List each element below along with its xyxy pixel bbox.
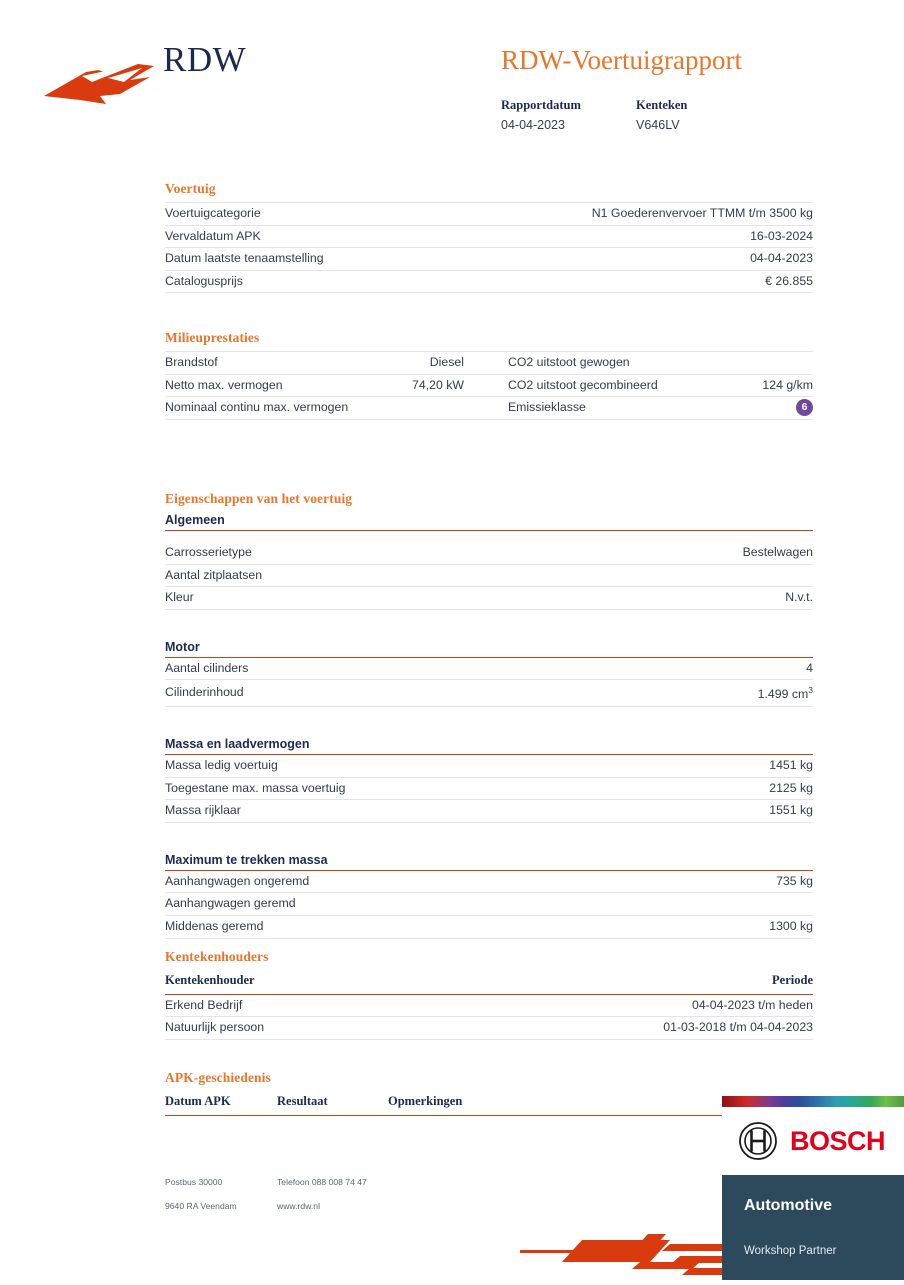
row-label: Aantal zitplaatsen [165, 564, 541, 587]
table-row [165, 374, 813, 397]
row-label-left: Netto max. vermogen [165, 374, 348, 397]
row-value: N.v.t. [541, 587, 813, 610]
row-value: 04-04-2023 [436, 248, 813, 271]
footer-telephone: Telefoon 088 008 74 47 [277, 1177, 367, 1187]
row-label-right: Emissieklasse [472, 397, 699, 420]
section-voertuig-title: Voertuig [165, 181, 216, 196]
row-label: Massa ledig voertuig [165, 755, 687, 777]
section-apk-geschiedenis [165, 1070, 813, 1116]
row-value: 1451 kg [687, 755, 813, 777]
row-value [555, 680, 813, 707]
row-label: Massa rijklaar [165, 800, 687, 823]
meta-rapportdatum [501, 98, 636, 132]
voertuig-table [165, 202, 813, 293]
table-row [165, 270, 813, 293]
row-label: Cilinderinhoud [165, 680, 555, 707]
column-header-holder: Kentekenhouder [165, 970, 423, 994]
row-period: 04-04-2023 t/m heden [423, 994, 813, 1017]
table-row [165, 680, 813, 707]
section-kentekenhouders [165, 949, 813, 1040]
table-row [165, 871, 813, 893]
footer-website[interactable]: www.rdw.nl [277, 1201, 320, 1211]
row-value-text: 1.499 cm [757, 687, 809, 702]
row-label: Vervaldatum APK [165, 225, 436, 248]
table-row [165, 397, 813, 420]
report-meta [501, 98, 771, 132]
row-value [662, 893, 813, 916]
row-value-right: 124 g/km [699, 374, 813, 397]
row-value: 2125 kg [687, 777, 813, 800]
row-label-left: Brandstof [165, 352, 348, 375]
status-badge-emissieklasse: 6 [796, 399, 813, 416]
meta-kenteken-value: V646LV [636, 118, 680, 132]
document-header [0, 0, 904, 160]
table-row [165, 755, 813, 777]
meta-rapportdatum-value: 04-04-2023 [501, 118, 565, 132]
bosch-division-label: Automotive [744, 1197, 832, 1214]
row-value: 4 [555, 658, 813, 680]
subsection-motor-title: Motor [165, 640, 813, 658]
table-row [165, 542, 813, 564]
rdw-wordmark: RDW [163, 40, 247, 79]
footer-contact-column [277, 1170, 517, 1218]
table-header-row [165, 1091, 813, 1115]
page-title: RDW-Voertuigrapport [501, 45, 742, 75]
milieu-table [165, 351, 813, 420]
row-label: Aanhangwagen geremd [165, 893, 662, 916]
column-header-resultaat: Resultaat [277, 1091, 388, 1115]
row-label: Middenas geremd [165, 916, 662, 939]
apk-table [165, 1091, 813, 1116]
row-value: € 26.855 [436, 270, 813, 293]
bosch-armature-icon [738, 1121, 778, 1161]
table-row [165, 587, 813, 610]
row-label-left: Nominaal continu max. vermogen [165, 397, 348, 420]
row-value: N1 Goederenvervoer TTMM t/m 3500 kg [436, 203, 813, 226]
row-value-left: Diesel [348, 352, 472, 375]
section-kentekenhouders-title: Kentekenhouders [165, 949, 269, 964]
table-row [165, 893, 813, 916]
row-label: Aanhangwagen ongeremd [165, 871, 662, 893]
bosch-division-panel [722, 1175, 904, 1280]
subsection-massa-title: Massa en laadvermogen [165, 737, 813, 755]
section-apk-title: APK-geschiedenis [165, 1070, 271, 1085]
row-value-right [699, 352, 813, 375]
table-row [165, 225, 813, 248]
kentekenhouders-table [165, 970, 813, 1040]
section-milieu-title: Milieuprestaties [165, 330, 260, 345]
column-header-datum: Datum APK [165, 1091, 277, 1115]
section-milieuprestaties [165, 330, 813, 420]
row-value-left: 74,20 kW [348, 374, 472, 397]
row-value: 16-03-2024 [436, 225, 813, 248]
row-holder: Erkend Bedrijf [165, 994, 423, 1017]
row-value: 735 kg [662, 871, 813, 893]
row-value-superscript: 3 [808, 685, 813, 696]
subsection-algemeen-title: Algemeen [165, 513, 813, 531]
row-value [541, 564, 813, 587]
meta-kenteken [636, 98, 771, 132]
massa-table [165, 755, 813, 823]
trekken-table [165, 871, 813, 939]
row-label: Catalogusprijs [165, 270, 436, 293]
table-row [165, 777, 813, 800]
table-header-row [165, 970, 813, 994]
footer-postbus: Postbus 30000 [165, 1177, 223, 1187]
row-label-right: CO2 uitstoot gecombineerd [472, 374, 699, 397]
section-eigenschappen-title: Eigenschappen van het voertuig [165, 491, 353, 506]
bosch-logo-area [722, 1107, 904, 1175]
table-row [165, 800, 813, 823]
rdw-feather-logo [42, 52, 154, 110]
footer-address-column [165, 1170, 277, 1218]
table-row [165, 1017, 813, 1040]
motor-table [165, 658, 813, 707]
row-label: Aantal cilinders [165, 658, 555, 680]
footer-city: 9640 RA Veendam [165, 1201, 237, 1211]
column-header-opmerkingen: Opmerkingen [388, 1091, 813, 1115]
meta-kenteken-label: Kenteken [636, 98, 688, 112]
row-label: Kleur [165, 587, 541, 610]
row-value: 1551 kg [687, 800, 813, 823]
bosch-supergraphic-bar [722, 1096, 904, 1107]
row-value: 1300 kg [662, 916, 813, 939]
row-value: Bestelwagen [541, 542, 813, 564]
row-label: Toegestane max. massa voertuig [165, 777, 687, 800]
row-label: Datum laatste tenaamstelling [165, 248, 436, 271]
meta-rapportdatum-label: Rapportdatum [501, 98, 581, 112]
bosch-wordmark: BOSCH [790, 1125, 886, 1156]
section-eigenschappen [165, 491, 813, 939]
document-footer [165, 1170, 517, 1218]
row-label: Voertuigcategorie [165, 203, 436, 226]
bosch-partner-block [722, 1096, 904, 1280]
section-voertuig [165, 181, 813, 293]
table-row [165, 203, 813, 226]
row-label: Carrosserietype [165, 542, 541, 564]
row-label-right: CO2 uitstoot gewogen [472, 352, 699, 375]
table-row [165, 658, 813, 680]
table-row [165, 248, 813, 271]
subsection-trekken-title: Maximum te trekken massa [165, 853, 813, 871]
table-row [165, 564, 813, 587]
row-holder: Natuurlijk persoon [165, 1017, 423, 1040]
table-row [165, 994, 813, 1017]
bosch-partner-label: Workshop Partner [744, 1245, 837, 1257]
algemeen-table [165, 542, 813, 610]
table-row [165, 352, 813, 375]
table-row [165, 916, 813, 939]
column-header-period: Periode [423, 970, 813, 994]
row-value-left [348, 397, 472, 420]
row-period: 01-03-2018 t/m 04-04-2023 [423, 1017, 813, 1040]
